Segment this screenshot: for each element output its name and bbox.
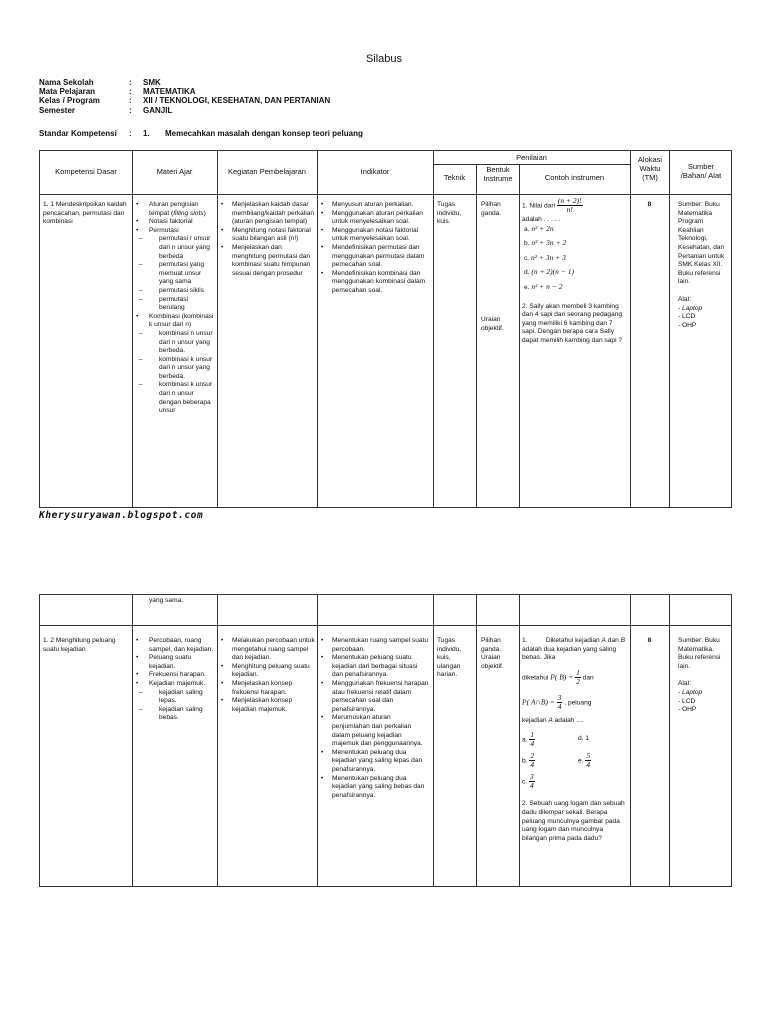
kegiatan-cell [220, 201, 315, 278]
option-value: 1 [585, 735, 590, 743]
standar-number: 1. [143, 129, 150, 138]
condition-math: P( A∩B) = [522, 697, 555, 707]
meta-row [39, 87, 330, 96]
indikator-cell [320, 637, 430, 800]
page-title: Silabus [365, 53, 403, 65]
teknik-cell: Tugas individu, kuis. [437, 201, 462, 226]
fraction [557, 694, 563, 711]
meta-block [39, 78, 330, 115]
option [522, 239, 628, 249]
alat-text: LCD [682, 697, 696, 705]
list-item: • Notasi faktorial [135, 218, 215, 227]
fraction [529, 731, 535, 748]
alokasi-cell: 8 [647, 201, 652, 208]
header-kompetensi: Kompetensi Dasar [55, 167, 117, 176]
list-item: • Kombinasi (kombinasi k unsur dari n) [135, 313, 215, 330]
condition-text: , peluang [564, 699, 592, 707]
list-item: – kejadian saling bebas. [135, 706, 215, 723]
syllabus-table-1 [39, 150, 732, 508]
materi-cell [135, 637, 215, 723]
list-item: • Menentukan peluang dua kejadian yang saling bebas dan penafsirannya. [320, 775, 430, 801]
standar-label: Standar Kompetensi [39, 129, 117, 138]
indikator-cell [320, 201, 430, 296]
numerator: (n + 2)! [557, 196, 582, 205]
denominator: 4 [557, 701, 562, 711]
condition-2 [522, 694, 628, 711]
bentuk-cell: Uraian objektif. [481, 316, 504, 332]
list-item: • Menjelaskan dan menghitung permutasi dan kombinasi suatu himpunan sesuai dengan prosedur [220, 244, 315, 278]
fraction [575, 669, 581, 686]
sumber-cell [678, 637, 730, 715]
option [522, 731, 578, 748]
alat-text: Laptop [682, 688, 703, 696]
alat-item: - Laptop [678, 304, 703, 312]
contoh-cell [522, 637, 628, 843]
alat-item: - OHP [678, 321, 697, 329]
meta-label: Nama Sekolah [39, 78, 94, 87]
header-bentuk: Bentuk Instrume [483, 165, 513, 183]
denominator: 4 [529, 781, 534, 791]
list-item: • Menentukan peluang suatu kejadian dari berbagai situasi dan penafsirannya. [320, 654, 430, 680]
option-row [522, 752, 628, 769]
contoh-cell [522, 197, 628, 346]
alokasi-cell: 8 [647, 637, 652, 644]
list-item: • Menjelaskan konsep frekuensi harapan. [220, 680, 315, 697]
list-item: – kejadian saling lepas. [135, 689, 215, 706]
list-item: – permutasi berulang [135, 296, 215, 313]
sumber-text: Sumber: Buku Matematika Program Keahlian Teknologi, Kesehatan, dan Pertanian untuk SMK Kelas XII. Buku referensi lain. [678, 201, 725, 286]
condition-math: P( B) = [550, 672, 574, 682]
sumber-text: Sumber: Buku Matematika. Buku referensi lain. [678, 637, 721, 670]
option [522, 752, 578, 769]
meta-row [39, 96, 330, 105]
list-item: – kombinasi n unsur dari n unsur yang berbeda. [135, 330, 215, 356]
question-1 [522, 197, 628, 214]
meta-label: Semester [39, 105, 76, 115]
fraction [557, 197, 583, 214]
standar-value: Memecahkan masalah dengan konsep teori peluang [165, 129, 363, 138]
numerator: 2 [530, 751, 535, 761]
fraction [529, 773, 535, 790]
list-item: • Mendefinisikan kombinasi dan menggunakan kombinasi dalam pemecahan soal. [320, 270, 430, 296]
list-item: • Menggunakan frekuensi harapan atau frekuensi relatif dalam pemecahan soal dan penafsirannya. [320, 680, 430, 714]
list-item: – permutasi yang memuat unsur yang sama [135, 261, 215, 287]
meta-label: Mata Pelajaran [39, 87, 96, 97]
syllabus-table-2 [39, 594, 732, 887]
option-key: a. [522, 736, 528, 744]
standar-colon: : [129, 129, 132, 138]
option-key: e. [524, 283, 530, 291]
alat-text: OHP [682, 321, 697, 329]
option [578, 735, 589, 748]
option-key: b. [524, 240, 530, 248]
list-item: • Menentukan peluang dua kejadian yang saling lepas dan penafsirannya. [320, 749, 430, 775]
denominator: n! [566, 205, 573, 214]
question-text: kejadian A adalah .... [522, 716, 584, 724]
option-key: d. [578, 735, 584, 743]
alat-text: Laptop [682, 304, 703, 312]
alat-text: OHP [682, 706, 697, 714]
bentuk-cell: Pilihan ganda. Uraian objektif. [481, 637, 504, 670]
option [522, 283, 628, 293]
header-penilaian: Penilaian [516, 153, 547, 162]
list-item: • Menjelaskan konsep kejadian majemuk. [220, 697, 315, 714]
alat-item: - Laptop [678, 688, 703, 696]
option [522, 773, 628, 790]
alat-text: LCD [682, 313, 696, 321]
meta-value: MATEMATIKA [143, 87, 196, 97]
meta-colon: : [129, 105, 132, 115]
denominator: 4 [530, 760, 535, 770]
list-item: • Menghitung notasi faktorial suatu bilangan asli (n!) [220, 227, 315, 244]
list-item: • Menggunakan aturan perkalian untuk menyelesaikan soal. [320, 210, 430, 227]
question-2: 2. Sebuah uang logam dan sebuah dadu dilempar sekali. Berapa peluang munculnya gambar pada uang logam dan munculnya bilangan prima pada dadu? [522, 800, 625, 842]
question-1: 1. Diketahui kejadian A dan B adalah dua kejadian yang saling bebas. Jika [522, 637, 626, 662]
fraction [585, 752, 591, 769]
teknik-cell: Tugas individu, kuis, ulangan harian. [437, 637, 462, 679]
option-value: n² + 3n + 2 [531, 238, 567, 248]
question-2: 2. Sally akan membeli 3 kambing dan 4 sapi dari seorang pedagang yang memiliki 6 kambing dan 7 sapi. Dengan berapa cara Sally dapat memilih kambing dan sapi ? [522, 302, 623, 344]
list-item: – kombinasi k unsur dari n unsur dengan beberapa unsur [135, 381, 215, 415]
materi-cell [135, 201, 215, 503]
standar-kompetensi [39, 129, 363, 138]
list-item: • Merumuskan aturan penjumlahan dan perkalian dalam peluang kejadian majemuk dan penggunaannya. [320, 714, 430, 748]
numerator: 1 [576, 667, 580, 677]
condition-text: diketahui [522, 674, 549, 682]
option-key: a. [524, 225, 530, 233]
meta-colon: : [129, 78, 132, 87]
option [578, 752, 591, 769]
option-value: (n + 2)(n − 1) [531, 267, 574, 277]
question-text: 1. Nilai dari [522, 202, 555, 210]
list-item: • Permutasi [135, 227, 215, 236]
option-key: c. [522, 778, 528, 786]
header-kegiatan: Kegiatan Pembelajaran [228, 167, 306, 176]
condition-text: dan [582, 674, 594, 682]
option-row [522, 731, 628, 748]
continuation-text: yang sama. [149, 597, 184, 604]
alat-item: - LCD [678, 697, 696, 705]
option [522, 268, 628, 278]
denominator: 2 [576, 676, 580, 686]
list-item: – permutasi siklis [135, 287, 215, 296]
list-item: • Melakukan percobaan untuk mengetahui ruang sampel dan kejadian. [220, 637, 315, 663]
meta-colon: : [129, 87, 132, 97]
option-value: n² + 2n [531, 223, 554, 233]
blog-watermark: Kherysuryawan.blogspot.com [39, 510, 204, 521]
alat-item: - LCD [678, 313, 696, 321]
meta-value: GANJIL [143, 105, 173, 115]
fraction [529, 752, 535, 769]
list-item: • Menghitung peluang suatu kejadian. [220, 663, 315, 680]
denominator: 4 [530, 739, 535, 749]
header-contoh: Contoh instrumen [544, 173, 605, 182]
header-sumber: Sumber /Bahan/ Alat [680, 162, 722, 180]
list-item: • Menggunakan notasi faktorial untuk menyelesaikan soal. [320, 227, 430, 244]
header-indikator: Indikator [360, 167, 390, 176]
condition-1 [522, 669, 628, 686]
meta-value: SMK [143, 78, 161, 87]
alat-item: - OHP [678, 706, 697, 714]
list-item: • Peluang suatu kejadian. [135, 654, 215, 671]
list-item: • Menyusun aturan perkalian. [320, 201, 430, 210]
sumber-cell [678, 201, 730, 330]
option-key: d. [524, 269, 530, 277]
denominator: 4 [586, 760, 591, 770]
option-value: n² + 3n + 3 [530, 252, 566, 262]
header-alokasi: Alokasi Waktu (TM) [637, 155, 663, 182]
numerator: 5 [586, 751, 591, 761]
list-item: • Kejadian majemuk. [135, 680, 215, 689]
header-teknik: Teknik [443, 173, 466, 182]
kegiatan-cell [220, 637, 315, 714]
option-key: e. [578, 757, 584, 765]
option [522, 225, 628, 235]
list-item: • Percobaan, ruang sampel, dan kejadian. [135, 637, 215, 654]
meta-label: Kelas / Program [39, 96, 100, 106]
list-item: – kombinasi k unsur dari n unsur yang berbeda. [135, 356, 215, 382]
meta-colon: : [129, 96, 132, 106]
option-key: c. [524, 254, 530, 262]
list-item: • Menentukan ruang sampel suatu percobaan. [320, 637, 430, 654]
kd-cell: 1. 2 Menghitung peluang suatu kejadian [43, 637, 116, 653]
bentuk-cell: Pilihan ganda. [481, 201, 502, 217]
header-materi: Materi Ajar [156, 167, 193, 176]
list-item: • Frekuensi harapan. [135, 671, 215, 680]
numerator: 3 [557, 692, 562, 702]
meta-row [39, 106, 330, 115]
numerator: 1 [530, 730, 535, 740]
list-item: • Mendefinisikan permutasi dan menggunakan permutasi dalam pemecahan soal. [320, 244, 430, 270]
meta-row [39, 78, 330, 87]
option [522, 254, 628, 264]
alat-label: Alat: [678, 680, 692, 688]
option-value: n² + n − 2 [531, 281, 563, 291]
list-item: • Aturan pengisian tempat (filling slots) [135, 201, 215, 218]
alat-label: Alat: [678, 295, 692, 303]
option-key: b. [522, 757, 528, 765]
numerator: 3 [529, 772, 534, 782]
list-item: – permutasi r unsur dari n unsur yang berbeda [135, 235, 215, 261]
question-text: adalah . . . . . [522, 216, 561, 223]
list-item: • Menjelaskan kaidah dasar membilang/kaidah perkalian (aturan pengisian tempat) [220, 201, 315, 227]
meta-value: XII / TEKNOLOGI, KESEHATAN, DAN PERTANIAN [143, 96, 331, 106]
kd-cell: 1. 1 Mendeskripsikan kaidah pencacahan, permutasi dan kombinasi [43, 201, 127, 226]
